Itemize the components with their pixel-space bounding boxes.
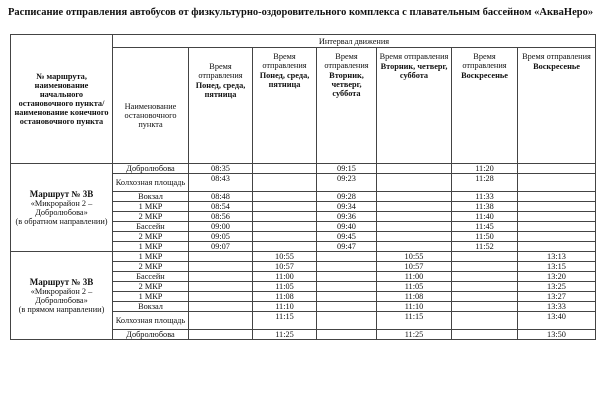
column-header-label: Время отправления — [324, 52, 369, 70]
departure-time-cell: 13:33 — [518, 302, 596, 312]
departure-time-cell — [377, 242, 452, 252]
departure-time-cell: 11:10 — [377, 302, 452, 312]
route-direction: (в обратном направлении) — [15, 216, 108, 226]
departure-time-cell — [452, 330, 518, 340]
departure-time-cell — [253, 232, 317, 242]
departure-time-cell — [253, 212, 317, 222]
departure-time-cell — [189, 330, 253, 340]
departure-time-cell: 11:00 — [253, 272, 317, 282]
column-header-days: Понед, среда, пятница — [259, 71, 310, 89]
departure-time-cell — [253, 192, 317, 202]
departure-time-cell: 11:25 — [377, 330, 452, 340]
departure-time-cell: 11:00 — [377, 272, 452, 282]
table-row — [11, 252, 596, 262]
departure-time-cell — [452, 282, 518, 292]
route-path: «Микрорайон 2 – Добролюбова» — [30, 198, 93, 217]
departure-time-cell — [189, 282, 253, 292]
route-cell — [11, 164, 113, 252]
departure-time-cell: 13:15 — [518, 262, 596, 272]
departure-time-cell — [317, 302, 377, 312]
departure-time-cell: 09:23 — [317, 174, 377, 192]
departure-time-cell: 13:20 — [518, 272, 596, 282]
departure-time-cell: 08:54 — [189, 202, 253, 212]
stop-name-cell: 1 МКР — [113, 252, 189, 262]
departure-time-cell: 10:57 — [377, 262, 452, 272]
departure-time-cell — [253, 164, 317, 174]
departure-time-cell: 11:08 — [253, 292, 317, 302]
stop-name-cell: Добролюбова — [113, 164, 189, 174]
column-header-6 — [518, 48, 596, 164]
departure-time-cell: 11:28 — [452, 174, 518, 192]
departure-time-cell — [317, 312, 377, 330]
departure-time-cell — [317, 330, 377, 340]
stop-name-cell: Бассейн — [113, 272, 189, 282]
route-path: «Микрорайон 2 – Добролюбова» — [30, 286, 93, 305]
departure-time-cell: 11:10 — [253, 302, 317, 312]
stop-name-cell: Добролюбова — [113, 330, 189, 340]
departure-time-cell: 10:55 — [377, 252, 452, 262]
departure-time-cell: 11:40 — [452, 212, 518, 222]
stop-name-header: Наименование остановочного пункта — [113, 48, 189, 164]
departure-time-cell: 08:56 — [189, 212, 253, 222]
departure-time-cell — [377, 164, 452, 174]
departure-time-cell — [253, 202, 317, 212]
departure-time-cell: 13:25 — [518, 282, 596, 292]
departure-time-cell — [253, 242, 317, 252]
schedule-body — [11, 35, 596, 340]
departure-time-cell — [377, 174, 452, 192]
schedule-table — [10, 34, 596, 340]
departure-time-cell: 13:50 — [518, 330, 596, 340]
stop-name-cell: 1 МКР — [113, 242, 189, 252]
column-header-days: Воскресенье — [533, 62, 580, 71]
departure-time-cell — [518, 222, 596, 232]
column-header-label: Время отправления — [379, 52, 449, 61]
column-header-4 — [377, 48, 452, 164]
departure-time-cell — [189, 302, 253, 312]
departure-time-cell — [189, 252, 253, 262]
departure-time-cell — [253, 174, 317, 192]
header-row-top — [11, 35, 596, 48]
column-header-days: Воскресенье — [461, 71, 508, 80]
departure-time-cell: 11:52 — [452, 242, 518, 252]
departure-time-cell — [452, 302, 518, 312]
departure-time-cell: 11:45 — [452, 222, 518, 232]
departure-time-cell: 09:36 — [317, 212, 377, 222]
column-header-days: Понед, среда, пятница — [195, 81, 246, 99]
departure-time-cell — [189, 272, 253, 282]
stop-name-cell: 2 МКР — [113, 232, 189, 242]
departure-time-cell: 11:05 — [377, 282, 452, 292]
route-name: Маршрут № 3В — [29, 276, 94, 287]
departure-time-cell — [518, 202, 596, 212]
departure-time-cell — [518, 232, 596, 242]
departure-time-cell — [317, 272, 377, 282]
departure-time-cell — [518, 174, 596, 192]
departure-time-cell — [452, 272, 518, 282]
departure-time-cell: 11:33 — [452, 192, 518, 202]
departure-time-cell — [317, 252, 377, 262]
departure-time-cell — [189, 292, 253, 302]
column-header-2 — [253, 48, 317, 164]
stop-name-cell: 2 МКР — [113, 262, 189, 272]
departure-time-cell: 11:05 — [253, 282, 317, 292]
departure-time-cell: 09:47 — [317, 242, 377, 252]
departure-time-cell: 09:40 — [317, 222, 377, 232]
departure-time-cell: 13:13 — [518, 252, 596, 262]
departure-time-cell: 09:05 — [189, 232, 253, 242]
column-header-3 — [317, 48, 377, 164]
departure-time-cell — [518, 192, 596, 202]
route-cell — [11, 252, 113, 340]
departure-time-cell: 11:25 — [253, 330, 317, 340]
page-title: Расписание отправления автобусов от физкультурно-оздоровительного комплекса с плавательным бассейном «АкваНеро» — [8, 7, 594, 18]
departure-time-cell: 11:15 — [377, 312, 452, 330]
departure-time-cell: 09:00 — [189, 222, 253, 232]
stop-name-cell: Вокзал — [113, 192, 189, 202]
departure-time-cell: 10:57 — [253, 262, 317, 272]
column-header-label: Время отправления — [262, 52, 307, 70]
departure-time-cell — [377, 222, 452, 232]
stop-name-cell: Колхозная площадь — [113, 174, 189, 192]
departure-time-cell: 09:34 — [317, 202, 377, 212]
departure-time-cell: 13:40 — [518, 312, 596, 330]
departure-time-cell: 11:50 — [452, 232, 518, 242]
departure-time-cell: 08:43 — [189, 174, 253, 192]
departure-time-cell — [518, 164, 596, 174]
departure-time-cell: 11:38 — [452, 202, 518, 212]
departure-time-cell — [518, 242, 596, 252]
departure-time-cell — [452, 312, 518, 330]
column-header-days: Вторник, четверг, суббота — [329, 71, 364, 98]
stop-name-cell: Колхозная площадь — [113, 312, 189, 330]
stop-name-cell: 1 МКР — [113, 202, 189, 212]
stop-name-cell: 1 МКР — [113, 292, 189, 302]
route-column-header: № маршрута, наименование начального остановочного пункта/наименование конечного остановочного пункта — [11, 35, 113, 164]
departure-time-cell — [377, 212, 452, 222]
stop-name-cell: 2 МКР — [113, 212, 189, 222]
column-header-label: Время отправления — [522, 52, 591, 61]
departure-time-cell — [518, 212, 596, 222]
departure-time-cell: 08:48 — [189, 192, 253, 202]
stop-name-cell: Вокзал — [113, 302, 189, 312]
column-header-1 — [189, 48, 253, 164]
departure-time-cell — [317, 262, 377, 272]
departure-time-cell — [189, 312, 253, 330]
departure-time-cell — [317, 292, 377, 302]
departure-time-cell — [317, 282, 377, 292]
departure-time-cell — [189, 262, 253, 272]
column-header-label: Время отправления — [198, 62, 243, 80]
stop-name-cell: Бассейн — [113, 222, 189, 232]
departure-time-cell — [452, 252, 518, 262]
departure-time-cell — [377, 192, 452, 202]
departure-time-cell: 11:20 — [452, 164, 518, 174]
route-name: Маршрут № 3В — [29, 188, 94, 199]
departure-time-cell: 08:35 — [189, 164, 253, 174]
departure-time-cell — [452, 292, 518, 302]
column-header-days: Вторник, четверг, суббота — [380, 62, 448, 80]
departure-time-cell: 09:28 — [317, 192, 377, 202]
departure-time-cell: 09:07 — [189, 242, 253, 252]
column-header-5 — [452, 48, 518, 164]
departure-time-cell — [452, 262, 518, 272]
column-header-label: Время отправления — [462, 52, 507, 70]
departure-time-cell: 10:55 — [253, 252, 317, 262]
stop-name-cell: 2 МКР — [113, 282, 189, 292]
departure-time-cell: 09:15 — [317, 164, 377, 174]
route-direction: (в прямом направлении) — [18, 304, 105, 314]
departure-time-cell — [253, 222, 317, 232]
table-row — [11, 164, 596, 174]
interval-header: Интервал движения — [113, 35, 596, 48]
departure-time-cell: 11:08 — [377, 292, 452, 302]
departure-time-cell: 09:45 — [317, 232, 377, 242]
departure-time-cell — [377, 232, 452, 242]
departure-time-cell: 13:27 — [518, 292, 596, 302]
departure-time-cell — [377, 202, 452, 212]
departure-time-cell: 11:15 — [253, 312, 317, 330]
